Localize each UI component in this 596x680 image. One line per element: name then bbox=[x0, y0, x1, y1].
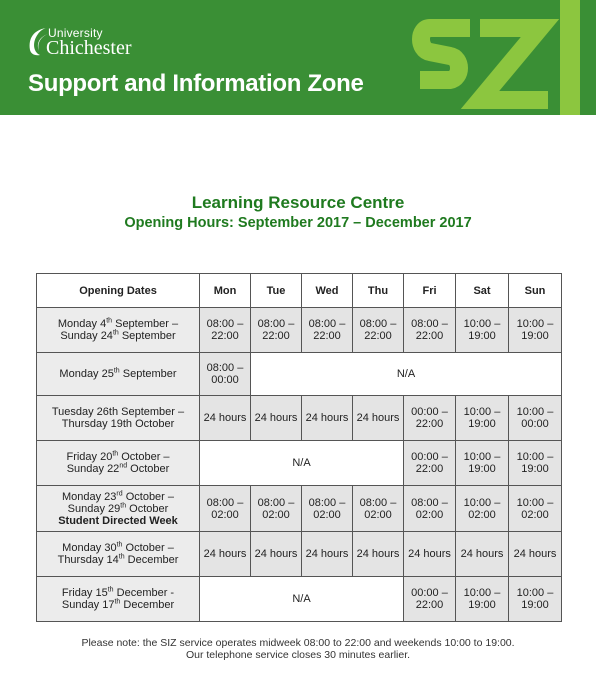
date-text: December bbox=[124, 554, 179, 566]
date-text: Monday 25 bbox=[59, 368, 114, 380]
date-text: September bbox=[118, 330, 176, 342]
hours-cell-thu: 08:00 – 22:00 bbox=[353, 308, 404, 353]
date-text: Thursday 19th October bbox=[61, 418, 175, 430]
date-text: October – bbox=[122, 490, 175, 503]
hours-cell-thu: 24 hours bbox=[353, 396, 404, 441]
column-header-wed: Wed bbox=[302, 274, 353, 308]
document-title: Learning Resource Centre bbox=[191, 193, 405, 212]
hours-cell-mon: 08:00 – 02:00 bbox=[200, 486, 251, 532]
hours-cell-wed: 08:00 – 22:00 bbox=[302, 308, 353, 353]
date-ordinal: th bbox=[112, 450, 119, 458]
hours-cell-sun: 10:00 – 02:00 bbox=[509, 486, 562, 532]
date-text: Friday 20 bbox=[66, 451, 113, 463]
date-range-cell bbox=[37, 353, 200, 396]
footer-note bbox=[0, 637, 596, 661]
footer-note-line1: Please note: the SIZ service operates midweek 08:00 to 22:00 and weekends 10:00 to 19:00. bbox=[81, 637, 515, 649]
hours-cell-fri: 00:00 – 22:00 bbox=[404, 577, 456, 622]
column-header-thu: Thu bbox=[353, 274, 404, 308]
date-range-cell bbox=[37, 577, 200, 622]
date-text: October – bbox=[118, 451, 170, 463]
hours-cell-sat: 10:00 – 19:00 bbox=[456, 308, 509, 353]
date-text: December - bbox=[113, 587, 175, 599]
opening-hours-table bbox=[36, 273, 562, 622]
siz-logo-icon bbox=[410, 0, 596, 115]
date-text: October bbox=[126, 502, 169, 515]
hours-cell-sat: 10:00 – 19:00 bbox=[456, 577, 509, 622]
hours-cell-mon: 08:00 – 00:00 bbox=[200, 353, 251, 396]
table-row bbox=[37, 532, 562, 577]
table-row bbox=[37, 308, 562, 353]
date-ordinal: th bbox=[116, 541, 123, 549]
column-header-tue: Tue bbox=[251, 274, 302, 308]
table-row bbox=[37, 396, 562, 441]
hours-cell-thu: 24 hours bbox=[353, 532, 404, 577]
hours-cell-sat: 24 hours bbox=[456, 532, 509, 577]
hours-cell-thu: 08:00 – 02:00 bbox=[353, 486, 404, 532]
date-range-cell bbox=[37, 441, 200, 486]
date-range-cell bbox=[37, 532, 200, 577]
date-ordinal: th bbox=[118, 553, 125, 561]
hours-cell-fri: 08:00 – 22:00 bbox=[404, 308, 456, 353]
hours-cell-wed: 08:00 – 02:00 bbox=[302, 486, 353, 532]
date-text: September – bbox=[112, 318, 179, 330]
hours-cell-sat: 10:00 – 19:00 bbox=[456, 396, 509, 441]
hours-cell-sun: 10:00 – 19:00 bbox=[509, 577, 562, 622]
not-available-cell: N/A bbox=[251, 353, 562, 396]
hours-cell-mon: 24 hours bbox=[200, 396, 251, 441]
not-available-cell: N/A bbox=[200, 577, 404, 622]
date-ordinal: th bbox=[112, 329, 119, 337]
hours-cell-sat: 10:00 – 19:00 bbox=[456, 441, 509, 486]
date-text: Sunday 29 bbox=[67, 502, 121, 515]
column-header-fri: Fri bbox=[404, 274, 456, 308]
hours-cell-fri: 00:00 – 22:00 bbox=[404, 396, 456, 441]
date-text: Sunday 17 bbox=[61, 599, 115, 611]
hours-cell-sun: 10:00 – 19:00 bbox=[509, 308, 562, 353]
date-text: Tuesday 26th September – bbox=[51, 406, 185, 418]
date-ordinal: th bbox=[120, 501, 127, 509]
date-text: December bbox=[120, 599, 175, 611]
hours-cell-sun: 10:00 – 19:00 bbox=[509, 441, 562, 486]
date-ordinal: th bbox=[113, 367, 120, 375]
hours-cell-sun: 24 hours bbox=[509, 532, 562, 577]
date-range-cell bbox=[37, 396, 200, 441]
hours-cell-fri: 00:00 – 22:00 bbox=[404, 441, 456, 486]
footer-note-line2: Our telephone service closes 30 minutes earlier. bbox=[185, 649, 411, 661]
column-header-opening-dates: Opening Dates bbox=[37, 274, 200, 308]
hours-cell-mon: 24 hours bbox=[200, 532, 251, 577]
date-ordinal: th bbox=[114, 598, 121, 606]
hours-cell-tue: 24 hours bbox=[251, 396, 302, 441]
not-available-cell: N/A bbox=[200, 441, 404, 486]
date-text: Monday 4 bbox=[57, 318, 107, 330]
date-text: Sunday 24 bbox=[60, 330, 113, 342]
date-text: Sunday 22 bbox=[66, 463, 120, 475]
date-ordinal: nd bbox=[119, 462, 128, 470]
hours-cell-sun: 10:00 – 00:00 bbox=[509, 396, 562, 441]
date-text: Monday 23 bbox=[61, 490, 117, 503]
column-header-mon: Mon bbox=[200, 274, 251, 308]
date-text: Friday 15 bbox=[61, 587, 108, 599]
hours-cell-fri: 08:00 – 02:00 bbox=[404, 486, 456, 532]
date-text: September bbox=[119, 368, 177, 380]
university-logo bbox=[26, 24, 156, 60]
hours-cell-fri: 24 hours bbox=[404, 532, 456, 577]
date-text: Thursday 14 bbox=[57, 554, 119, 566]
hours-cell-mon: 08:00 – 22:00 bbox=[200, 308, 251, 353]
hours-cell-tue: 08:00 – 22:00 bbox=[251, 308, 302, 353]
hours-cell-sat: 10:00 – 02:00 bbox=[456, 486, 509, 532]
date-ordinal: rd bbox=[116, 489, 123, 497]
date-text: October – bbox=[122, 542, 174, 554]
hours-cell-tue: 08:00 – 02:00 bbox=[251, 486, 302, 532]
date-text: Monday 30 bbox=[62, 542, 117, 554]
hours-cell-wed: 24 hours bbox=[302, 396, 353, 441]
date-range-cell bbox=[37, 486, 200, 532]
table-row bbox=[37, 353, 562, 396]
logo-chichester-text: Chichester bbox=[46, 37, 132, 59]
header-banner bbox=[0, 0, 596, 115]
hours-cell-tue: 24 hours bbox=[251, 532, 302, 577]
table-row bbox=[37, 486, 562, 532]
date-range-cell bbox=[37, 308, 200, 353]
column-header-sat: Sat bbox=[456, 274, 509, 308]
date-text: October bbox=[127, 463, 170, 475]
banner-title: Support and Information Zone bbox=[28, 70, 364, 97]
table-row bbox=[37, 441, 562, 486]
document-subtitle: Opening Hours: September 2017 – December 2017 bbox=[124, 215, 472, 231]
hours-cell-wed: 24 hours bbox=[302, 532, 353, 577]
table-row bbox=[37, 577, 562, 622]
column-header-sun: Sun bbox=[509, 274, 562, 308]
student-directed-week-label: Student Directed Week bbox=[58, 514, 178, 527]
date-ordinal: th bbox=[106, 317, 113, 325]
table-header-row bbox=[37, 274, 562, 308]
date-ordinal: th bbox=[107, 586, 114, 594]
logo-university-text: University bbox=[48, 26, 103, 40]
